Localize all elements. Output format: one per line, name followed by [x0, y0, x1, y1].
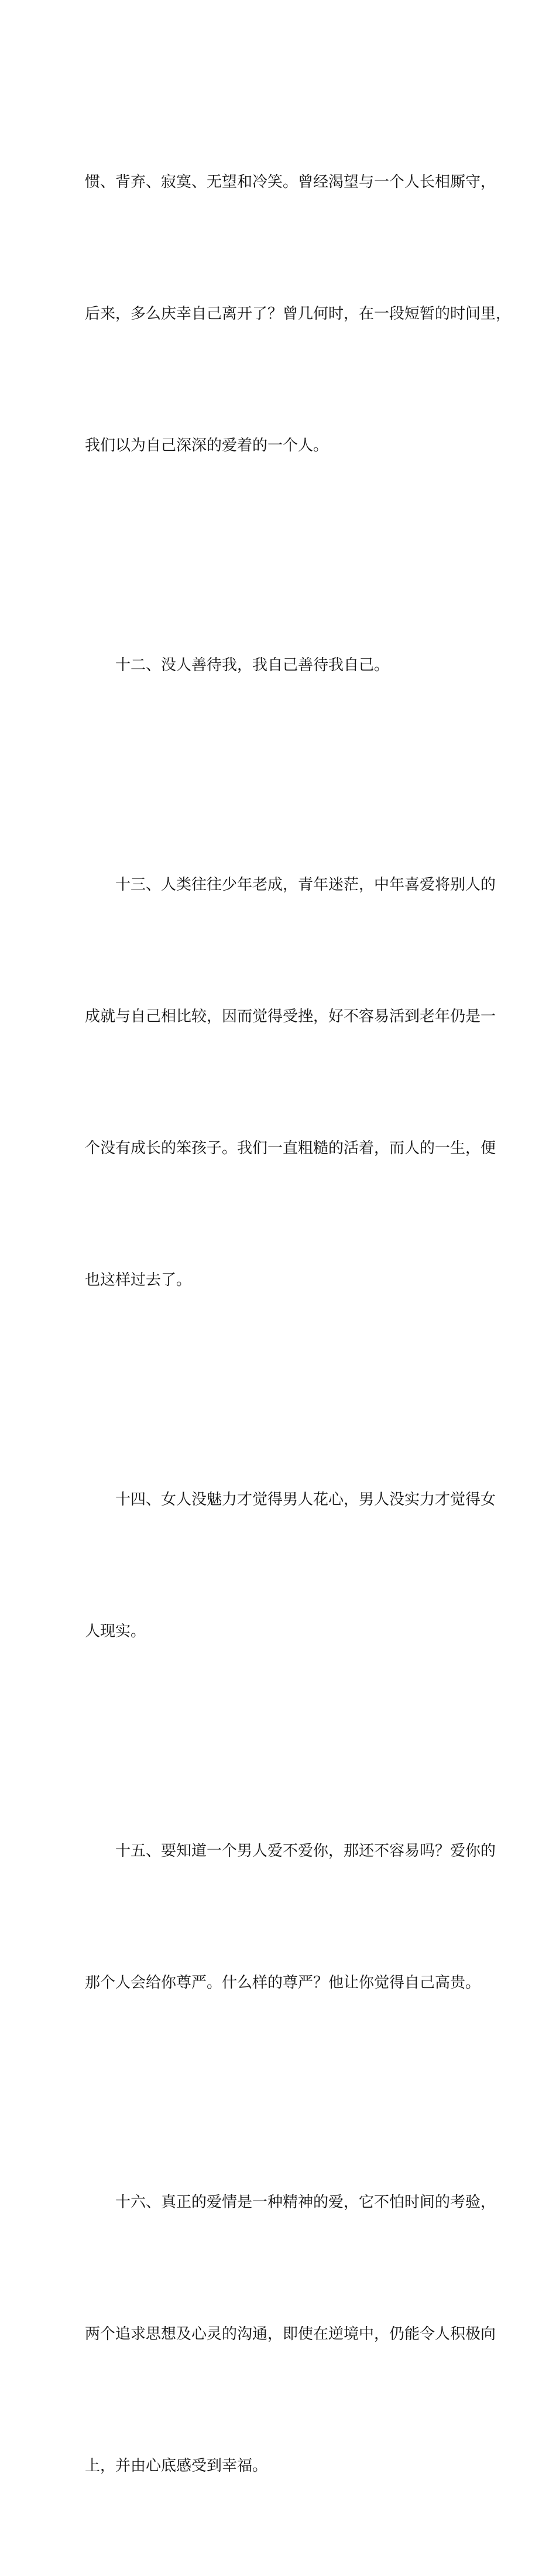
paragraph-continued	[85, 73, 512, 556]
text-line: 成就与自己相比较，因而觉得受挫，好不容易活到老年仍是一	[85, 1008, 496, 1025]
text-line: 十三、人类往往少年老成，青年迷茫，中年喜爱将别人的	[115, 876, 496, 894]
text-line: 惯、背弃、寂寞、无望和冷笑。曾经渴望与一个人长相厮守，	[85, 173, 496, 191]
text-line: 个没有成长的笨孩子。我们一直粗糙的活着，而人的一生，便	[85, 1140, 496, 1157]
text-line: 我们以为自己深深的爱着的一个人。	[85, 437, 329, 454]
paragraph-13	[85, 775, 496, 1390]
text-line: 两个追求思想及心灵的沟通，即使在逆境中，仍能令人积极向	[85, 2325, 496, 2343]
text-line: 也这样过去了。	[85, 1271, 192, 1289]
body-text	[85, 73, 512, 2576]
paragraph-14	[85, 1390, 496, 1742]
text-line: 后来，多么庆幸自己离开了？曾几何时，在一段短暂的时间里，	[85, 305, 512, 323]
text-line: 十五、要知道一个男人爱不爱你，那还不容易吗？爱你的	[115, 1842, 496, 1860]
text-line: 十四、女人没魅力才觉得男人花心，男人没实力才觉得女	[115, 1491, 496, 1508]
paragraph-15	[85, 1742, 496, 2093]
text-line: 十二、没人善待我，我自己善待我自己。	[115, 656, 390, 674]
text-line: 那个人会给你尊严。什么样的尊严？他让你觉得自己高贵。	[85, 1974, 481, 1992]
paragraph-16	[85, 2093, 496, 2576]
text-line: 人现实。	[85, 1623, 146, 1640]
text-line: 十六、真正的爱情是一种精神的爱，它不怕时间的考验，	[115, 2194, 496, 2211]
text-line: 上，并由心底感受到幸福。	[85, 2457, 268, 2475]
paragraph-12	[85, 556, 480, 775]
